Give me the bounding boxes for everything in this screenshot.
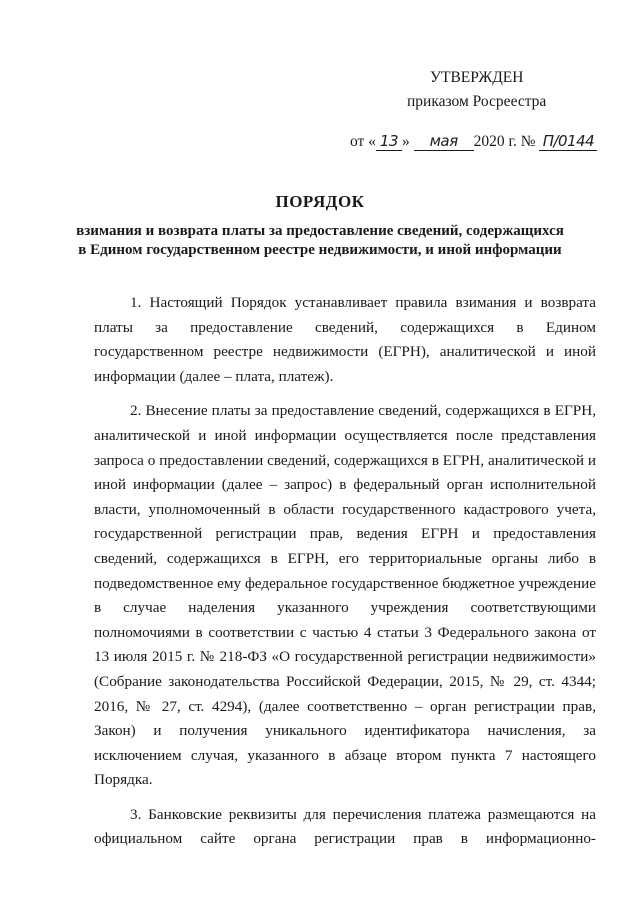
document-body <box>94 291 596 862</box>
order-label: приказом Росреестра <box>407 93 547 110</box>
document-title: ПОРЯДОК <box>275 192 365 211</box>
document-subtitle <box>60 222 580 260</box>
order-year: 2020 г. № <box>473 133 536 150</box>
approval-stamp-block <box>350 66 600 154</box>
handwritten-month: мая <box>414 132 474 151</box>
subtitle-line-1: взимания и возврата платы за предоставление сведений, содержащихся <box>76 223 564 239</box>
date-prefix: от « <box>350 133 376 150</box>
handwritten-day: 13 <box>376 132 402 151</box>
approved-label: УТВЕРЖДЕН <box>430 69 524 86</box>
order-date-line <box>350 130 595 154</box>
paragraph-1: 1. Настоящий Порядок устанавливает правила взимания и возврата платы за предоставление сведений, содержащихся в Едином государственном реестре недвижимости (ЕГРН), аналитической и иной информации (далее – плата, платеж). <box>94 294 596 385</box>
handwritten-order-number: П/0144 <box>539 132 597 151</box>
paragraph-3: 3. Банковские реквизиты для перечисления платежа размещаются на официальном сайте органа регистрации прав в информационно- <box>94 805 596 848</box>
document-heading <box>60 190 580 260</box>
date-mid: » <box>401 133 410 150</box>
subtitle-line-2: в Едином государственном реестре недвижимости, и иной информации <box>78 242 562 258</box>
paragraph-2: 2. Внесение платы за предоставление сведений, содержащихся в ЕГРН, аналитической и иной информации осуществляется после представления запроса о предоставлении сведений, содержащихся в ЕГРН, аналитической и иной информации (далее – запрос) в федеральный орган исполнительной власти, уполномоченный в области государственного кадастрового учета, государственной регистрации прав, ведения ЕГРН и предоставления сведений, содержащихся в ЕГРН, его территориальные органы либо в подведомственное ему федеральное государственное бюджетное учреждение в случае наделения указанного учреждения соответствующими полномочиями в соответствии с частью 4 статьи 3 Федерального закона от 13 июля 2015 г. № 218-ФЗ «О государственной регистрации недвижимости» (Собрание законодательства Российской Федерации, 2015, № 29, ст. 4344; 2016, № 27, ст. 4294), (далее соответственно – орган регистрации прав, Закон) и получения уникального идентификатора начисления, за исключением случая, указанного в абзаце втором пункта 7 настоящего Порядка. <box>94 402 596 789</box>
